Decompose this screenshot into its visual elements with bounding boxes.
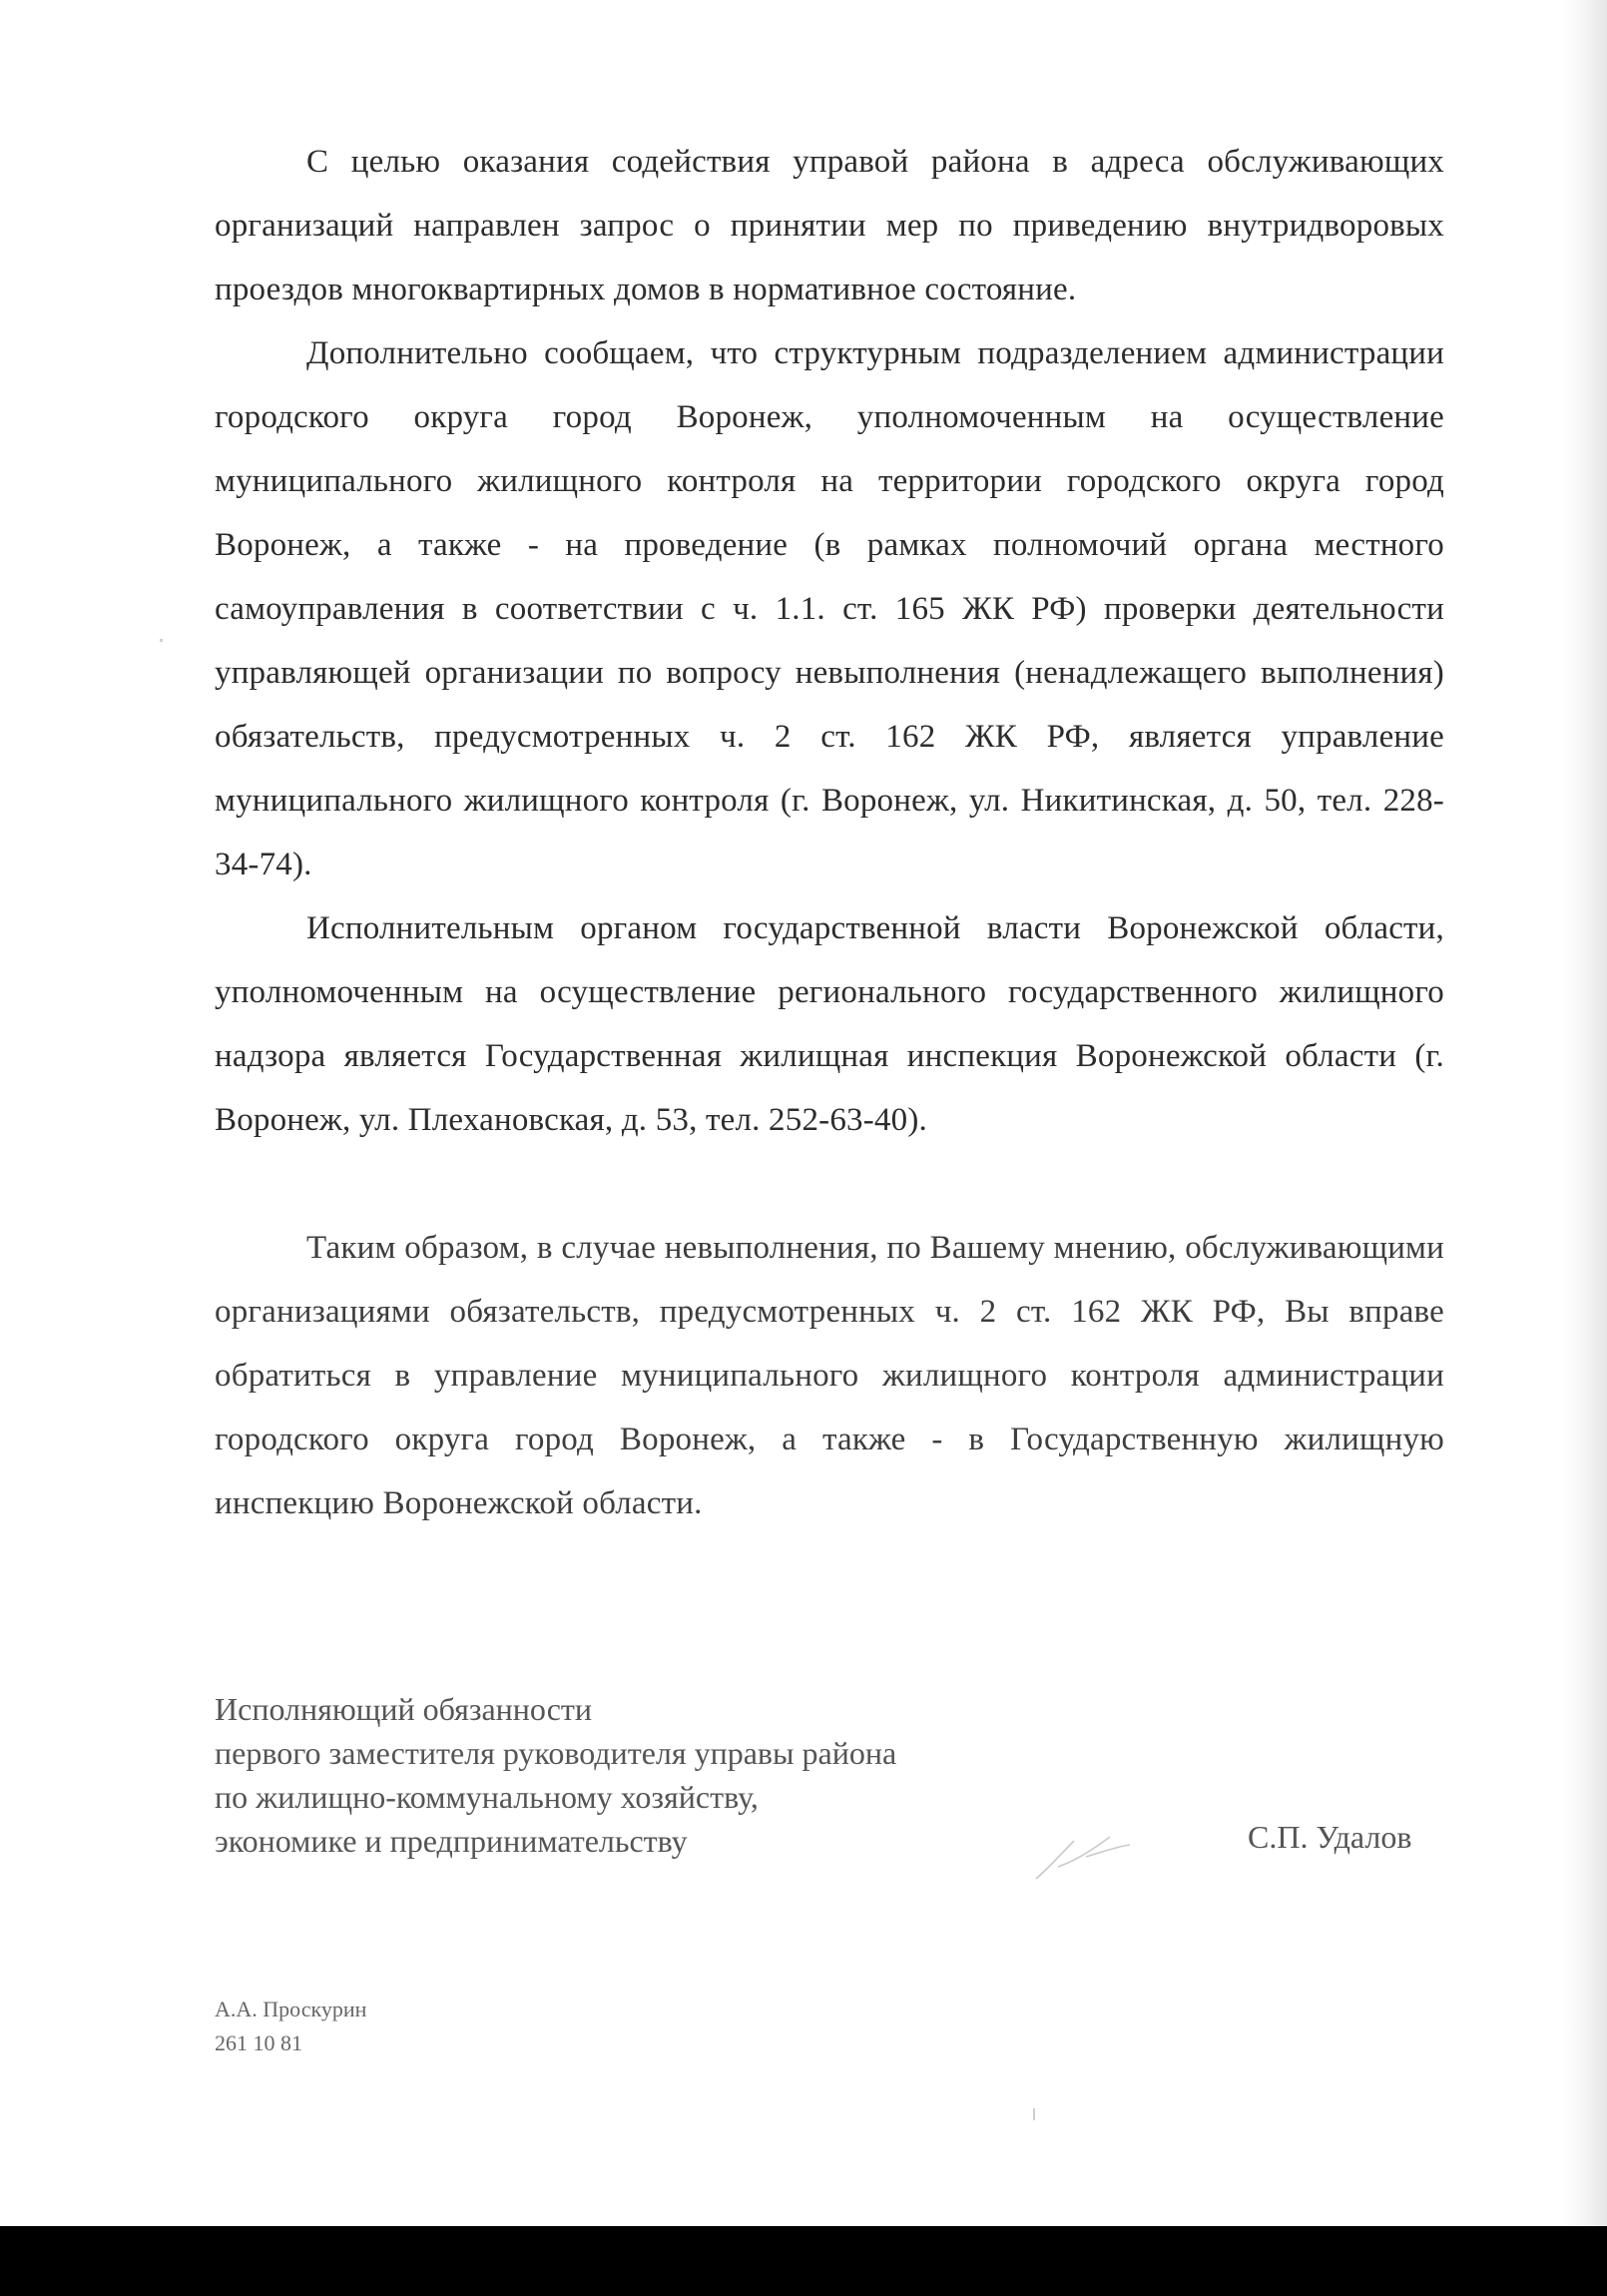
- signature-title-line: первого заместителя руководителя управы района: [215, 1735, 897, 1771]
- signature-title-line: по жилищно-коммунальному хозяйству,: [215, 1779, 759, 1815]
- paragraph-state-inspection: Исполнительным органом государственной власти Воронежской области, уполномоченным на осуществление регионального государственного жилищного надзора является Государственная жилищная инспекция Воронежской области (г. Воронеж, ул. Плехановская, д. 53, тел. 252-63-40).: [215, 910, 1444, 1138]
- scan-speck: [1033, 2108, 1035, 2120]
- scan-speck: [160, 639, 163, 642]
- signature-block: [215, 1687, 896, 1863]
- executor-name: А.А. Проскурин: [215, 1997, 367, 2021]
- scan-edge-shadow: [1563, 0, 1607, 2226]
- executor-block: [215, 1993, 366, 2060]
- paragraph-request-info: С целью оказания содействия управой района в адреса обслуживающих организаций направлен запрос о принятии мер по приведению внутридворовых проездов многоквартирных домов в нормативное состояние.: [215, 144, 1444, 307]
- scan-bottom-border: [0, 2226, 1607, 2296]
- paragraph-conclusion: Таким образом, в случае невыполнения, по Вашему мнению, обслуживающими организациями обязательств, предусмотренных ч. 2 ст. 162 ЖК РФ, Вы вправе обратиться в управление муниципального жилищного контроля администрации городского округа город Воронеж, а также - в Государственную жилищную инспекцию Воронежской области.: [215, 1230, 1444, 1521]
- paragraph-municipal-control: Дополнительно сообщаем, что структурным подразделением администрации городского округа город Воронеж, уполномоченным на осуществление муниципального жилищного контроля на территории городского округа город Воронеж, а также - на проведение (в рамках полномочий органа местного самоуправления в соответствии с ч. 1.1. ст. 165 ЖК РФ) проверки деятельности управляющей организации по вопросу невыполнения (ненадлежащего выполнения) обязательств, предусмотренных ч. 2 ст. 162 ЖК РФ, является управление муниципального жилищного контроля (г. Воронеж, ул. Никитинская, д. 50, тел. 228-34-74).: [215, 335, 1444, 882]
- executor-phone: 261 10 81: [215, 2030, 302, 2055]
- signature-title-line: Исполняющий обязанности: [215, 1691, 593, 1727]
- handwritten-signature: [1028, 1827, 1138, 1887]
- signature-title-line: экономике и предпринимательству: [215, 1823, 688, 1859]
- signer-name: С.П. Удалов: [1248, 1819, 1412, 1855]
